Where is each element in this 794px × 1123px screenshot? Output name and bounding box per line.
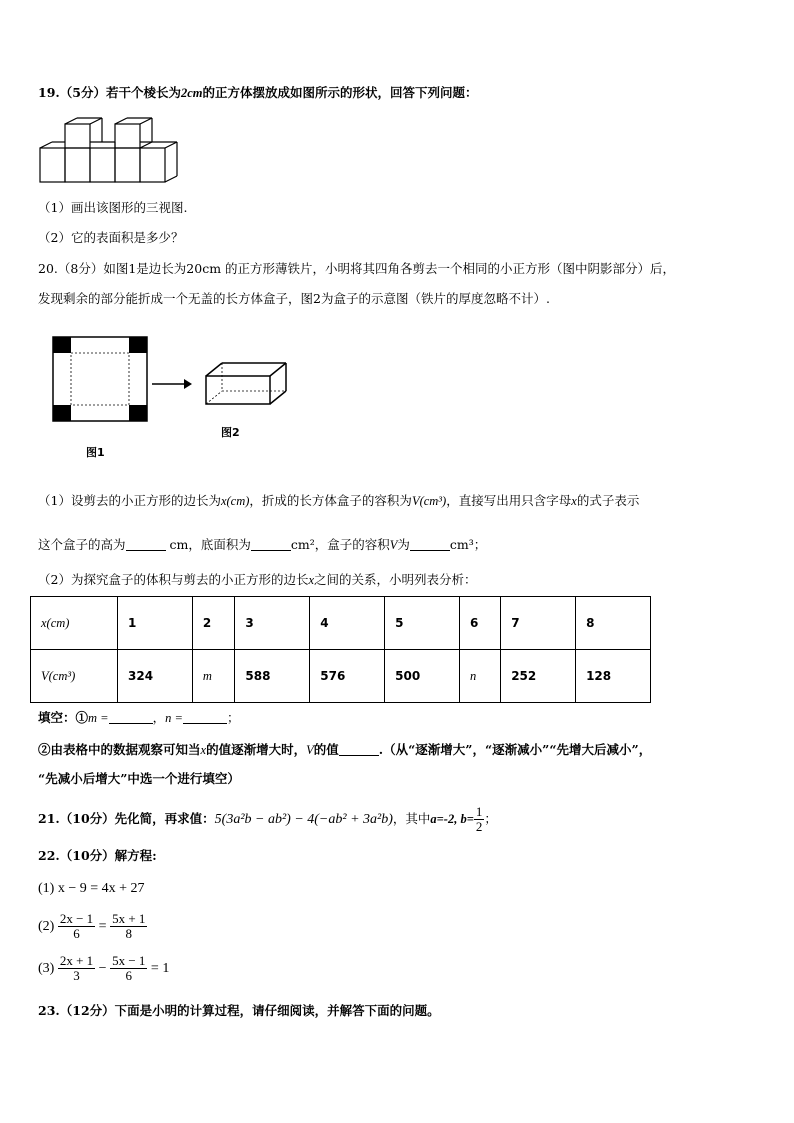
q20-observe-line2: “先减小后增大”中选一个进行填空） (38, 771, 240, 786)
table-row (31, 597, 651, 650)
table-cell: n (460, 650, 501, 703)
table-cell: 2 (192, 597, 234, 650)
cube-figure (38, 116, 183, 186)
m-blank[interactable] (109, 711, 153, 724)
q20-line1: 20.（8分）如图1是边长为20cm 的正方形薄铁片，小明将其四角各剪去一个相同的小正方形（图中阴影部分）后， (38, 261, 676, 276)
table-cell: 6 (460, 597, 501, 650)
q19-sub1: （1）画出该图形的三视图. (38, 200, 188, 215)
volume-blank[interactable] (410, 538, 450, 551)
trend-blank[interactable] (339, 743, 379, 756)
q19-sub2: （2）它的表面积是多少？ (38, 230, 184, 245)
table-header-x: x(cm) (31, 597, 118, 650)
q21-expression: 5(3a²b − ab²) − 4(−ab² + 3a²b) (214, 812, 393, 827)
q20-observe-line1: ②由表格中的数据观察可知当x的值逐渐增大时，V的值 .（从“逐渐增大”，“逐渐减小”“先增大后减小”， (38, 742, 652, 757)
figure-1-label: 图1 (86, 446, 105, 459)
table-cell: 128 (576, 650, 651, 703)
q20-part1-line2: 这个盒子的高为 cm，底面积为 cm²，盒子的容积V为 cm³； (38, 537, 487, 552)
b-fraction: $\frac{1}{2}$ (475, 804, 483, 834)
table-cell: 5 (385, 597, 460, 650)
table-row (31, 650, 651, 703)
table-cell: 8 (576, 597, 651, 650)
q20-line2: 发现剩余的部分能折成一个无盖的长方体盒子，图2为盒子的示意图（铁片的厚度忽略不计）. (38, 291, 550, 306)
table-header-v: V(cm³) (31, 650, 118, 703)
height-blank[interactable] (126, 538, 166, 551)
figure-1-sheet (52, 336, 148, 422)
q22-title: 22.（10分）解方程: (38, 848, 157, 863)
q23-title: 23.（12分）下面是小明的计算过程，请仔细阅读，并解答下面的问题。 (38, 1003, 440, 1018)
table-cell: m (192, 650, 234, 703)
figure-2-box (204, 360, 290, 406)
table-cell: 7 (501, 597, 576, 650)
figure-2-label: 图2 (221, 426, 240, 439)
q19-title: 19.（5分）若干个棱长为2cm的正方体摆放成如图所示的形状，回答下列问题： (38, 85, 478, 100)
n-blank[interactable] (183, 711, 227, 724)
table-cell: 576 (310, 650, 385, 703)
arrow-icon (152, 378, 192, 390)
table-cell: 252 (501, 650, 576, 703)
q20-part1-line1: （1）设剪去的小正方形的边长为x(cm)，折成的长方体盒子的容积为V(cm³)，直接写出用只含字母x的式子表示 (38, 493, 640, 508)
table-cell: 500 (385, 650, 460, 703)
table-cell: 324 (118, 650, 193, 703)
area-blank[interactable] (251, 538, 291, 551)
table-cell: 4 (310, 597, 385, 650)
table-cell: 3 (235, 597, 310, 650)
table-cell: 588 (235, 650, 310, 703)
q20-fill-line: 填空：①m = ，n = ； (38, 710, 240, 725)
q22-eq3: (3) $\frac{2x + 1}{3}$ − $\frac{5x - 1}{6}$ = 1 (38, 953, 170, 984)
q20-part2-line: （2）为探究盒子的体积与剪去的小正方形的边长x之间的关系，小明列表分析： (38, 572, 477, 587)
q22-eq1: (1) x − 9 = 4x + 27 (38, 881, 145, 896)
q22-eq2: (2) $\frac{2x - 1}{6}$ = $\frac{5x + 1}{8}$ (38, 911, 146, 942)
table-cell: 1 (118, 597, 193, 650)
value-table (30, 596, 651, 703)
q21-line: 21.（10分）先化简，再求值：5(3a²b − ab²) − 4(−ab² + 3a²b)，其中a=-2, b= $\frac{1}{2}$ ； (38, 804, 497, 834)
